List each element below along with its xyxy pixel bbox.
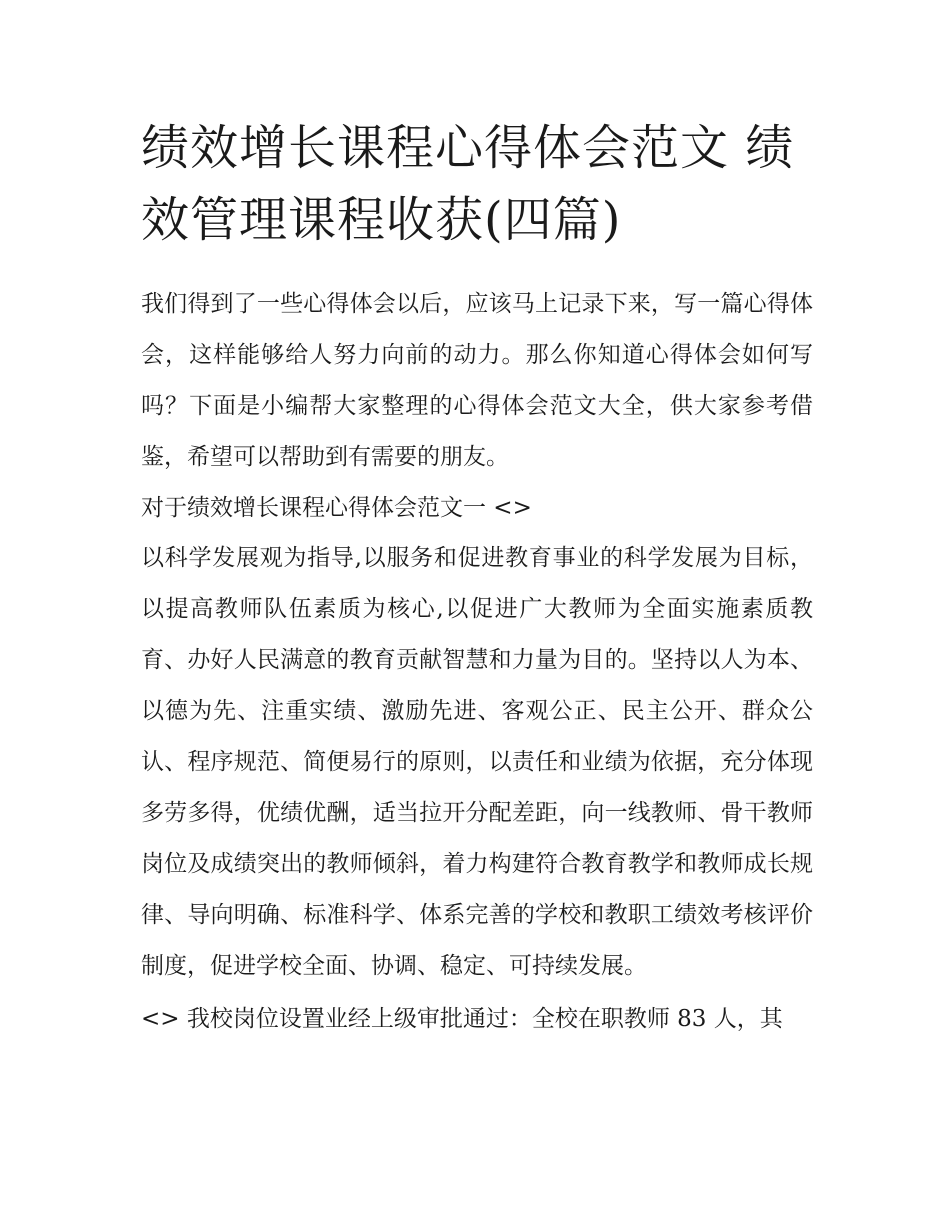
next-paragraph: <> 我校岗位设置业经上级审批通过：全校在职教师 83 人，其 xyxy=(141,1006,783,1032)
intro-paragraph: 我们得到了一些心得体会以后，应该马上记录下来，写一篇心得体会，这样能够给人努力向前的动力。那么你知道心得体会如何写吗？下面是小编帮大家整理的心得体会范文大全，供大家参考借鉴，希望可以帮助到有需要的朋友。 xyxy=(141,291,813,470)
document-title: 绩效增长课程心得体会范文 绩效管理课程收获(四篇) xyxy=(141,120,795,248)
section-heading: 对于绩效增长课程心得体会范文一 <> xyxy=(141,495,532,521)
body-paragraph: 以科学发展观为指导,以服务和促进教育事业的科学发展为目标，以提高教师队伍素质为核心,以促进广大教师为全面实施素质教育、办好人民满意的教育贡献智慧和力量为目的。坚持以人为本、以德为先、注重实绩、激励先进、客观公正、民主公开、群众公认、程序规范、简便易行的原则，以责任和业绩为依据，充分体现多劳多得，优绩优酬，适当拉开分配差距，向一线教师、骨干教师岗位及成绩突出的教师倾斜，着力构建符合教育教学和教师成长规律、导向明确、标准科学、体系完善的学校和教职工绩效考核评价制度，促进学校全面、协调、稳定、可持续发展。 xyxy=(141,545,813,979)
document-content xyxy=(141,112,813,1044)
